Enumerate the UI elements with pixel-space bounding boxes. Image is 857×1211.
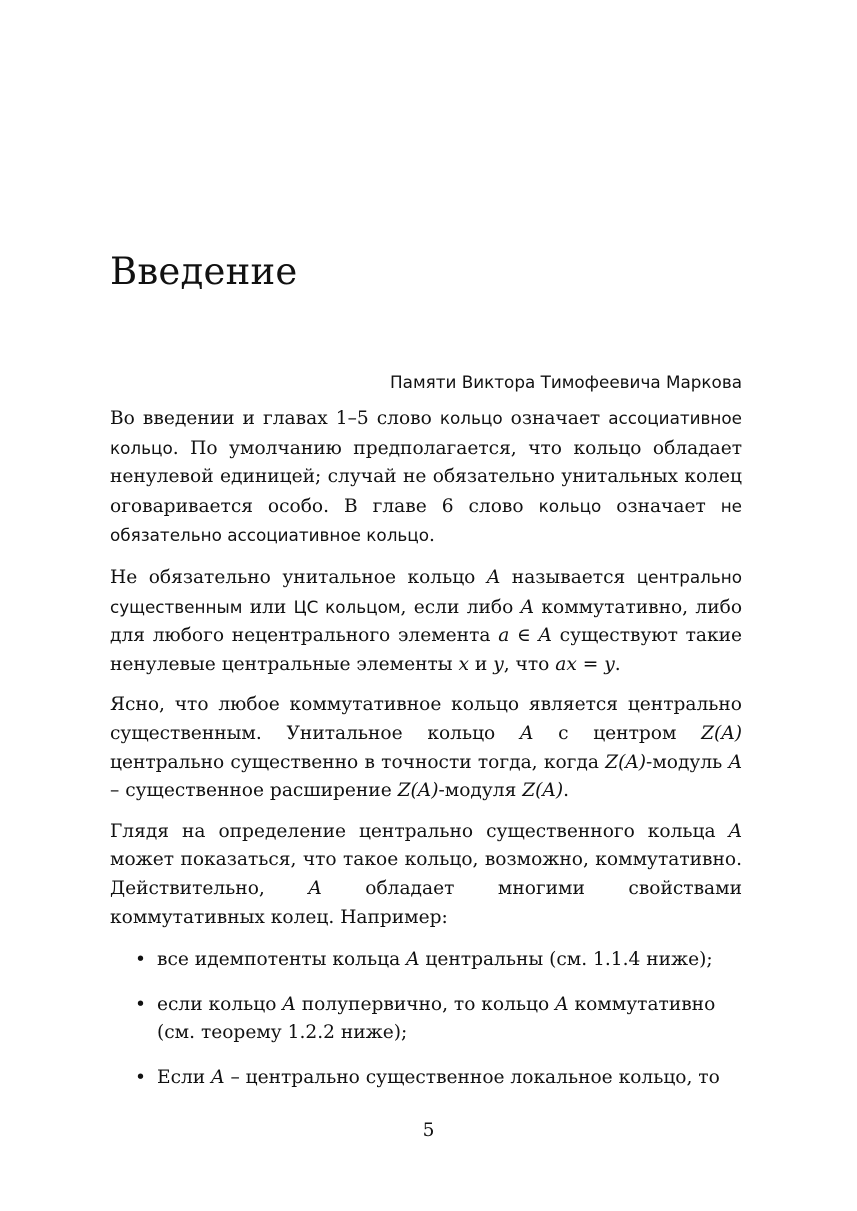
math: Z(A) <box>522 780 564 802</box>
term-ring: кольцо <box>538 495 602 516</box>
math: Z(A) <box>605 751 647 773</box>
paragraph-1 <box>110 404 742 551</box>
text-run: . По умолчанию предполагается, что кольцо обладает ненулевой единицей; случай не обязательно унитальных колец оговаривается особо. В главе 6 слово <box>110 437 742 517</box>
text-run: , что <box>503 653 556 675</box>
bullet-icon: • <box>135 993 146 1015</box>
text-run: с центром <box>533 722 702 744</box>
math: A <box>308 877 322 899</box>
text-run: обладает многими свойствами коммутативных колец. Например: <box>110 877 742 928</box>
property-list <box>110 946 742 1092</box>
list-item <box>110 1064 742 1093</box>
text-run: Во введении и главах 1–5 слово <box>110 408 440 429</box>
text-run: полупервично, то кольцо <box>295 993 556 1015</box>
math: A <box>519 722 534 744</box>
page-number: 5 <box>422 1120 435 1141</box>
text-run: или <box>242 596 294 618</box>
math: x <box>458 653 469 675</box>
text-run: коммутативно (см. теорему 1.2.2 ниже); <box>157 993 716 1044</box>
text-run: все идемпотенты кольца <box>157 949 407 971</box>
math: A <box>406 949 420 971</box>
body-text <box>110 404 742 1108</box>
math: A <box>728 751 742 773</box>
text-run: означает <box>601 495 721 517</box>
text-run: называется <box>500 566 637 588</box>
math: A <box>555 993 569 1015</box>
text-run: означает <box>502 408 609 429</box>
text-run: коммутативно, либо для любого нецентрального элемента <box>110 596 743 647</box>
list-item <box>110 946 742 975</box>
term-centrally-essential: центрально существенным <box>110 566 742 617</box>
list-item <box>110 991 742 1048</box>
text-run: Не обязательно унитальное кольцо <box>110 566 487 588</box>
math: A <box>211 1066 225 1088</box>
math: A <box>728 820 742 842</box>
text-run: центральны (см. 1.1.4 ниже); <box>419 949 713 971</box>
bullet-icon: • <box>135 949 146 971</box>
term-ce-ring: ЦС кольцом <box>293 596 401 617</box>
text-run: -модуль <box>646 751 729 773</box>
math: A <box>282 993 296 1015</box>
text-run: Глядя на определение центрально существенного кольца <box>110 820 729 842</box>
math: A <box>520 596 535 618</box>
math: Z(A) <box>701 722 742 744</box>
math: A <box>486 566 501 588</box>
math: ax = y <box>555 653 615 675</box>
text-run: – центрально существенное локальное кольцо, то <box>224 1066 720 1088</box>
term-ring: кольцо <box>439 408 503 428</box>
dedication: Памяти Виктора Тимофеевича Маркова <box>390 372 742 392</box>
math: Z(A) <box>397 780 439 802</box>
text-run: , если либо <box>400 596 521 618</box>
bullet-icon: • <box>135 1066 146 1088</box>
text-run: . <box>563 780 570 802</box>
text-run: и <box>468 653 494 675</box>
text-run: – существенное расширение <box>110 780 398 802</box>
paragraph-2 <box>110 563 742 679</box>
text-run: -модуля <box>438 780 523 802</box>
text-run: центрально существенно в точности тогда, когда <box>110 751 606 773</box>
math: a ∈ A <box>498 625 552 647</box>
term-associative-ring: ассоциативное кольцо <box>110 408 742 458</box>
text-run: . <box>429 525 435 547</box>
text-run: Если <box>157 1066 212 1088</box>
text-run: может показаться, что такое кольцо, возможно, коммутативно. Действительно, <box>110 849 742 899</box>
text-run: если кольцо <box>157 993 283 1015</box>
text-run: . <box>614 653 621 675</box>
chapter-title: Введение <box>110 250 298 293</box>
paragraph-4 <box>110 818 742 932</box>
term-nonassociative-ring: не обязательно ассоциативное кольцо <box>110 495 742 546</box>
text-run: Ясно, что любое коммутативное кольцо является центрально существенным. Унитальное кольцо <box>110 694 742 744</box>
paragraph-3 <box>110 691 742 805</box>
math: y <box>493 653 504 675</box>
text-run: существуют такие ненулевые центральные элементы <box>110 625 743 675</box>
